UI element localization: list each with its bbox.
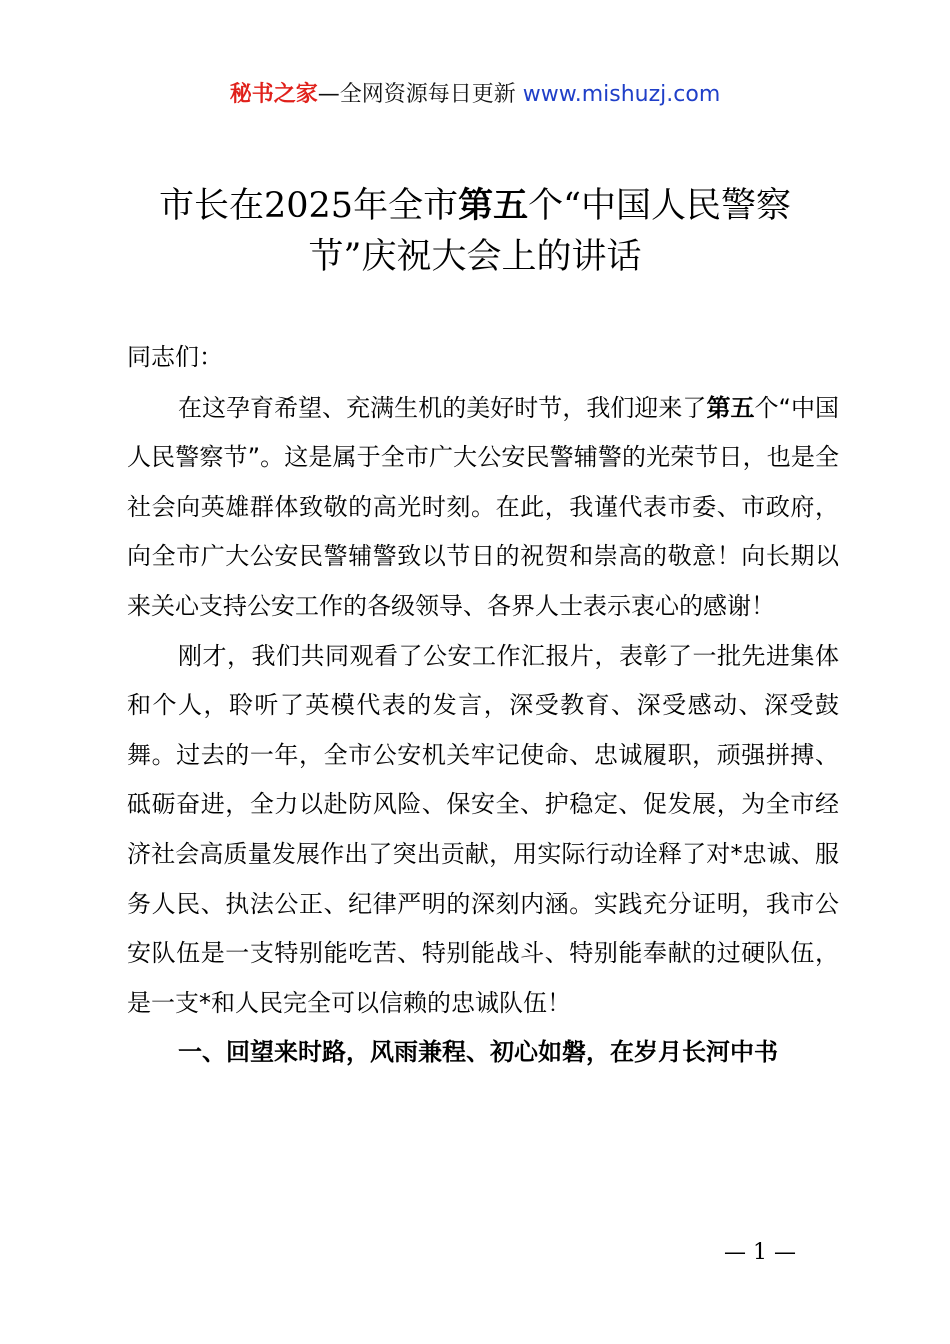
paragraph-1-start: 在这孕育希望、充满生机的美好时节，我们迎来了 (178, 393, 707, 422)
document-title (0, 180, 950, 283)
site-url-link[interactable]: www.mishuzj.com (522, 82, 721, 107)
title-line-1-start: 市长在2025年全市 (159, 186, 459, 226)
paragraph-1-bold: 第五 (706, 393, 755, 422)
title-line-2: 节”庆祝大会上的讲话 (308, 237, 642, 277)
salutation: 同志们： (127, 343, 223, 371)
paragraph-1-end: 个“中国人民警察节”。这是属于全市广大公安民警辅警的光荣节日，也是全社会向英雄群体致敬的高光时刻。在此，我谨代表市委、市政府，向全市广大公安民警辅警致以节日的祝贺和崇高的敬意！向长期以来关心支持公安工作的各级领导、各界人士表示衷心的感谢！ (127, 393, 840, 620)
title-line-1-bold: 第五 (458, 185, 529, 226)
paragraph-1 (127, 384, 839, 632)
title-line-1 (0, 180, 950, 232)
speech-body (127, 333, 839, 1078)
banner-tagline: —全网资源每日更新 (317, 82, 516, 107)
title-line-1-end: 个“中国人民警察 (528, 186, 791, 226)
page-number: — 1 — (724, 1240, 796, 1265)
site-banner (0, 80, 950, 110)
section-heading-1: 一、回望来时路，风雨兼程、初心如磐，在岁月长河中书 (178, 1038, 778, 1067)
brand-name: 秘书之家 (229, 82, 318, 107)
paragraph-2: 刚才，我们共同观看了公安工作汇报片，表彰了一批先进集体和个人，聆听了英模代表的发言，深受教育、深受感动、深受鼓舞。过去的一年，全市公安机关牢记使命、忠诚履职，顽强拼搏、砥砺奋进，全力以赴防风险、保安全、护稳定、促发展，为全市经济社会高质量发展作出了突出贡献，用实际行动诠释了对*忠诚、服务人民、执法公正、纪律严明的深刻内涵。实践充分证明，我市公安队伍是一支特别能吃苦、特别能战斗、特别能奉献的过硬队伍，是一支*和人民完全可以信赖的忠诚队伍！ (127, 641, 839, 1017)
